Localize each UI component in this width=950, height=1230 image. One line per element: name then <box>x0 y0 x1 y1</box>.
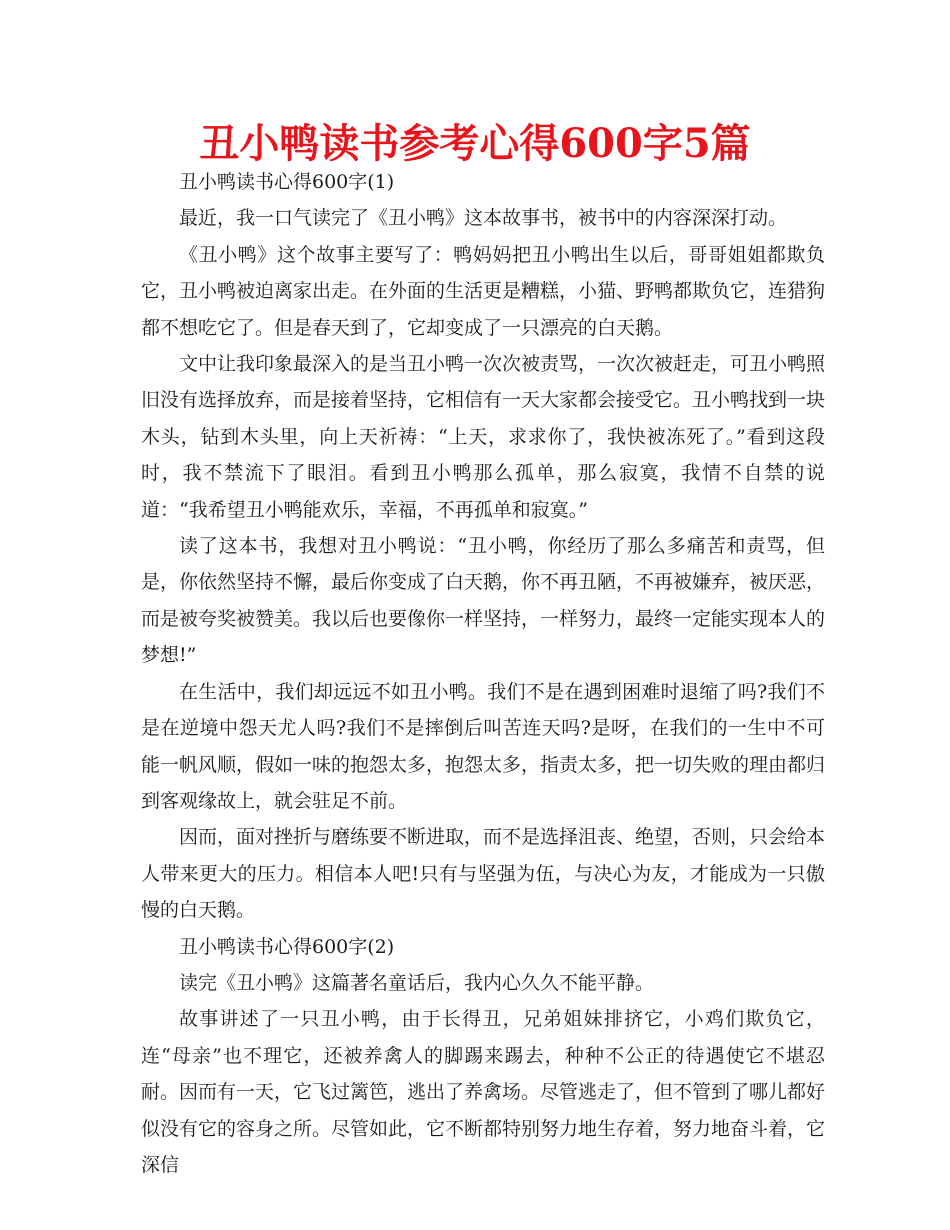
paragraph: 故事讲述了一只丑小鸭，由于长得丑，兄弟姐妹排挤它，小鸡们欺负它，连“母亲”也不理它，还被养禽人的脚踢来踢去，种种不公正的待遇使它不堪忍耐。因而有一天，它飞过篱笆，逃出了养禽场。尽管逃走了，但不管到了哪儿都好似没有它的容身之所。尽管如此，它不断都特别努力地生存着，努力地奋斗着，它深信 <box>141 1008 826 1176</box>
paragraph: 《丑小鸭》这个故事主要写了：鸭妈妈把丑小鸭出生以后，哥哥姐姐都欺负它，丑小鸭被迫离家出走。在外面的生活更是糟糕，小猫、野鸭都欺负它，连猎狗都不想吃它了。但是春天到了，它却变成了一只漂亮的白天鹅。 <box>141 243 826 339</box>
section-heading-2: 丑小鸭读书心得600字(2) <box>179 935 395 958</box>
section-heading-1: 丑小鸭读书心得600字(1) <box>179 171 395 193</box>
paragraph: 因而，面对挫折与磨练要不断进取，而不是选择沮丧、绝望，否则，只会给本人带来更大的压力。相信本人吧!只有与坚强为伍，与决心为友，才能成为一只傲慢的白天鹅。 <box>141 826 826 922</box>
document-title: 丑小鸭读书参考心得600字5篇 <box>199 120 751 167</box>
paragraph: 文中让我印象最深入的是当丑小鸭一次次被责骂，一次次被赶走，可丑小鸭照旧没有选择放弃，而是接着坚持，它相信有一天大家都会接受它。丑小鸭找到一块木头，钻到木头里，向上天祈祷：“上天，求求你了，我快被冻死了。”看到这段时，我不禁流下了眼泪。看到丑小鸭那么孤单，那么寂寞，我情不自禁的说道：“我希望丑小鸭能欢乐，幸福，不再孤单和寂寞。” <box>141 353 826 521</box>
document-body <box>141 164 825 1183</box>
paragraph: 读了这本书，我想对丑小鸭说：“丑小鸭，你经历了那么多痛苦和责骂，但是，你依然坚持不懈，最后你变成了白天鹅，你不再丑陋，不再被嫌弃，被厌恶，而是被夸奖被赞美。我以后也要像你一样坚持，一样努力，最终一定能实现本人的梦想!” <box>141 535 826 667</box>
paragraph: 最近，我一口气读完了《丑小鸭》这本故事书，被书中的内容深深打动。 <box>179 207 788 230</box>
paragraph: 在生活中，我们却远远不如丑小鸭。我们不是在遇到困难时退缩了吗?我们不是在逆境中怨天尤人吗?我们不是摔倒后叫苦连天吗?是呀，在我们的一生中不可能一帆风顺，假如一味的抱怨太多，抱怨太多，指责太多，把一切失败的理由都归到客观缘故上，就会驻足不前。 <box>141 680 826 812</box>
paragraph: 读完《丑小鸭》这篇著名童话后，我内心久久不能平静。 <box>179 971 655 994</box>
